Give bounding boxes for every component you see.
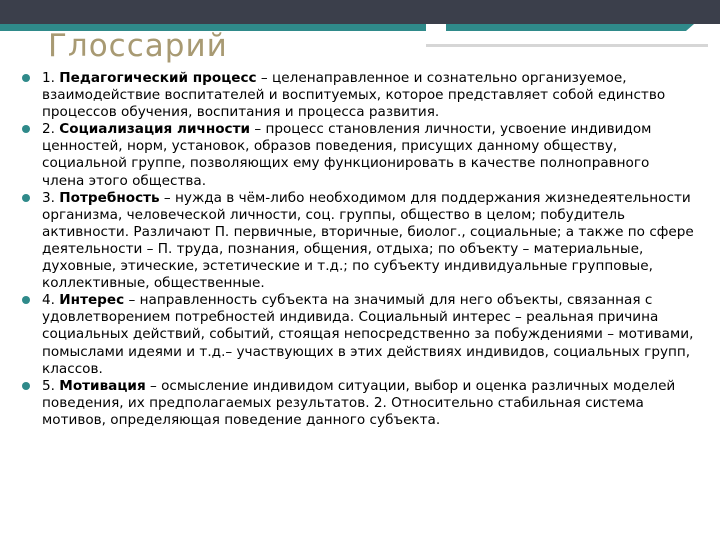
item-number: 3.: [42, 189, 60, 206]
bullet-icon: [22, 382, 30, 390]
bullet-icon: [22, 296, 30, 304]
item-definition: – целенаправленное и сознательно организуемое, взаимодействие воспитателей и воспитуемых, которое представляет собой единство процессов обучения, воспитания и процесса развития.: [42, 70, 666, 121]
item-term: Мотивация: [59, 377, 146, 394]
glossary-item: [22, 121, 694, 189]
glossary-list: [22, 70, 694, 429]
item-definition: – осмысление индивидом ситуации, выбор и оценка различных моделей поведения, их предполагаемых результатов. 2. Относительно стабильная система мотивов, определяющая поведение данного субъекта.: [42, 377, 676, 428]
item-term: Интерес: [59, 292, 125, 309]
item-number: 1.: [42, 70, 60, 86]
title-rule: [426, 44, 708, 47]
bullet-icon: [22, 125, 30, 133]
item-number: 5.: [42, 377, 60, 394]
item-term: Педагогический процесс: [59, 70, 257, 86]
item-number: 2.: [42, 121, 60, 138]
item-term: Потребность: [59, 189, 160, 206]
item-term: Социализация личности: [59, 121, 251, 138]
glossary-item: [22, 292, 694, 377]
accent-arrow-icon: [686, 24, 694, 31]
item-definition: – процесс становления личности, усвоение индивидом ценностей, норм, установок, образов поведения, присущих данному обществу, социальной группе, позволяющих ему функционировать в качестве полноправного члена этого общества.: [42, 121, 652, 189]
glossary-item: [22, 378, 694, 429]
bullet-icon: [22, 194, 30, 202]
item-definition: – нужда в чём-либо необходимом для поддержания жизнедеятельности организма, человеческой личности, соц. группы, общество в целом; побудитель активности. Различают П. первичные, вторичные, биолог., социальные; а также по сфере деятельности – П. труда, познания, общения, отдыха; по объекту – материальные, духовные, этические, эстетические и т.д.; по субъекту индивидуальные групповые, коллективные, общественные.: [42, 189, 694, 292]
slide-title: Глоссарий: [48, 28, 228, 64]
glossary-item: [22, 70, 694, 121]
slide-top-bar: [0, 0, 720, 24]
item-number: 4.: [42, 292, 60, 309]
accent-stripe-right: [446, 24, 686, 31]
bullet-icon: [22, 74, 30, 82]
item-definition: – направленность субъекта на значимый для него объекты, связанная с удовлетворением потребностей индивида. Социальный интерес – реальная причина социальных действий, событий, стоящая непосредственно за побуждениями – мотивами, помыслами идеями и т.д.– участвующих в этих действиях индивидов, социальных групп, классов.: [42, 292, 694, 377]
glossary-item: [22, 190, 694, 293]
